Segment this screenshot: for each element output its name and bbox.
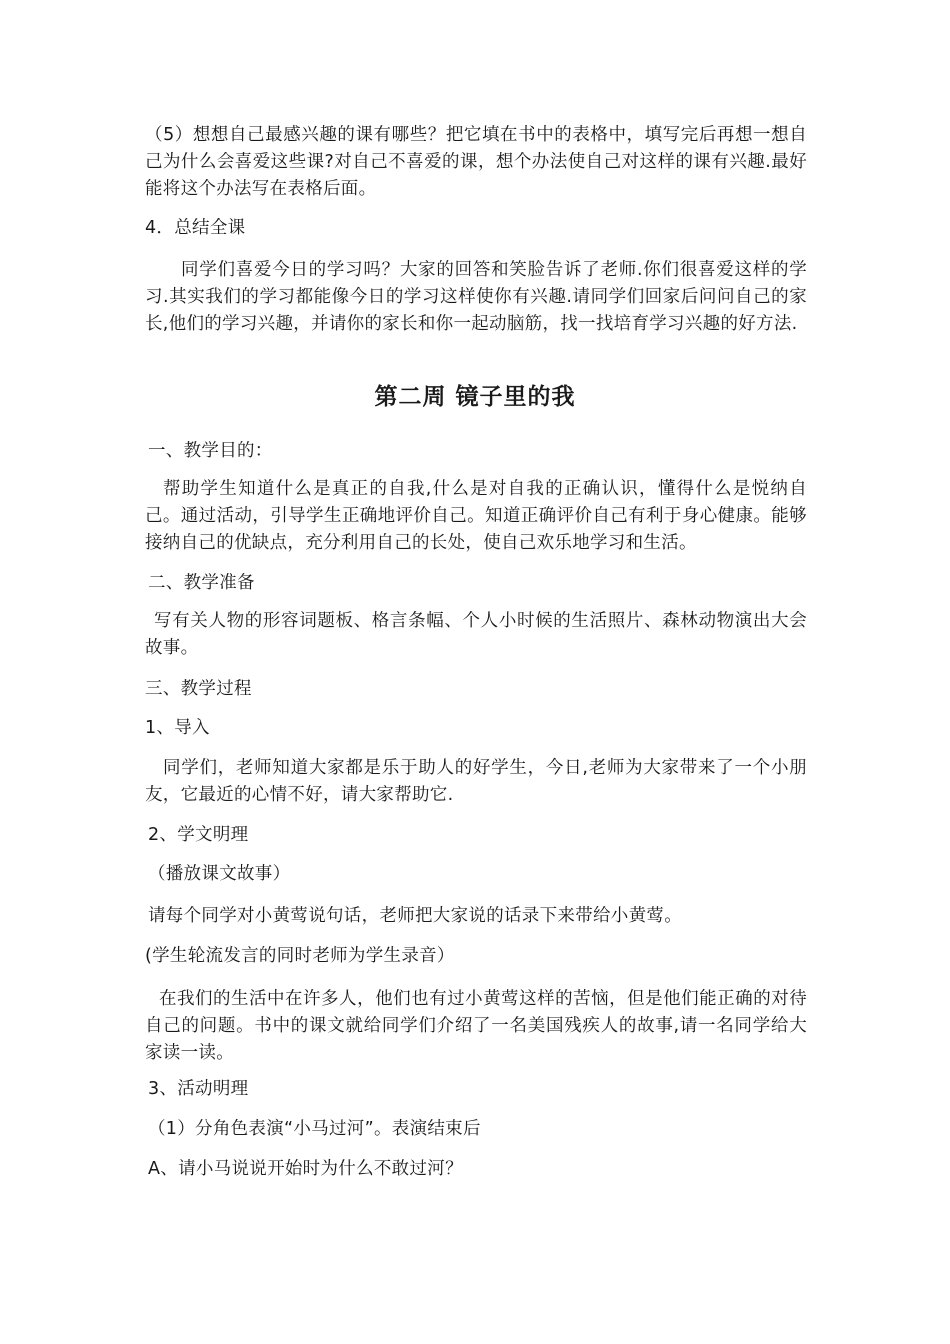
- paragraph-teaching-prep: 写有关人物的形容词题板、格言条幅、个人小时候的生活照片、森林动物演出大会故事。: [145, 611, 807, 658]
- paragraph-summary: 同学们喜爱今日的学习吗？大家的回答和笑脸告诉了老师.你们很喜爱这样的学习.其实我们的学习都能像今日的学习这样使你有兴趣.请同学们回家后问问自己的家长,他们的学习兴趣，并请你的家长和你一起动脑筋，找一找培育学习兴趣的好方法.: [145, 260, 807, 334]
- heading-teaching-goal: 一、教学目的：: [148, 441, 273, 461]
- paragraph-life: 在我们的生活中在许多人，他们也有过小黄莺这样的苦恼，但是他们能正确的对待自己的问题。书中的课文就给同学们介绍了一名美国残疾人的故事,请一名同学给大家读一读。: [145, 989, 807, 1063]
- line-ask-students: 请每个同学对小黄莺说句话，老师把大家说的话录下来带给小黄莺。: [148, 906, 682, 926]
- line-role-play: （1）分角色表演“小马过河”。表演结束后: [148, 1119, 481, 1139]
- line-play-story: （播放课文故事）: [148, 864, 291, 884]
- line-record: (学生轮流发言的同时老师为学生录音）: [145, 946, 455, 966]
- line-horse-question: A、请小马说说开始时为什么不敢过河？: [148, 1159, 463, 1179]
- heading-activity: 3、活动明理: [148, 1079, 249, 1099]
- heading-study: 2、学文明理: [148, 825, 249, 845]
- heading-teaching-process: 三、教学过程: [145, 679, 252, 699]
- paragraph-teaching-goal: 帮助学生知道什么是真正的自我,什么是对自我的正确认识，懂得什么是悦纳自己。通过活动，引导学生正确地评价自己。知道正确评价自己有利于身心健康。能够接纳自己的优缺点，充分利用自己的长处，使自己欢乐地学习和生活。: [145, 479, 807, 553]
- heading-teaching-prep: 二、教学准备: [148, 573, 255, 593]
- paragraph-interest-courses: （5）想想自己最感兴趣的课有哪些？把它填在书中的表格中，填写完后再想一想自己为什么会喜爱这些课?对自己不喜爱的课，想个办法使自己对这样的课有兴趣.最好能将这个办法写在表格后面。: [145, 125, 807, 199]
- paragraph-intro: 同学们，老师知道大家都是乐于助人的好学生，今日,老师为大家带来了一个小朋友，它最近的心情不好，请大家帮助它.: [145, 758, 807, 805]
- heading-summary: 4．总结全课: [145, 218, 246, 238]
- heading-intro: 1、导入: [145, 718, 210, 738]
- page-title: 第二周 镜子里的我: [374, 383, 576, 410]
